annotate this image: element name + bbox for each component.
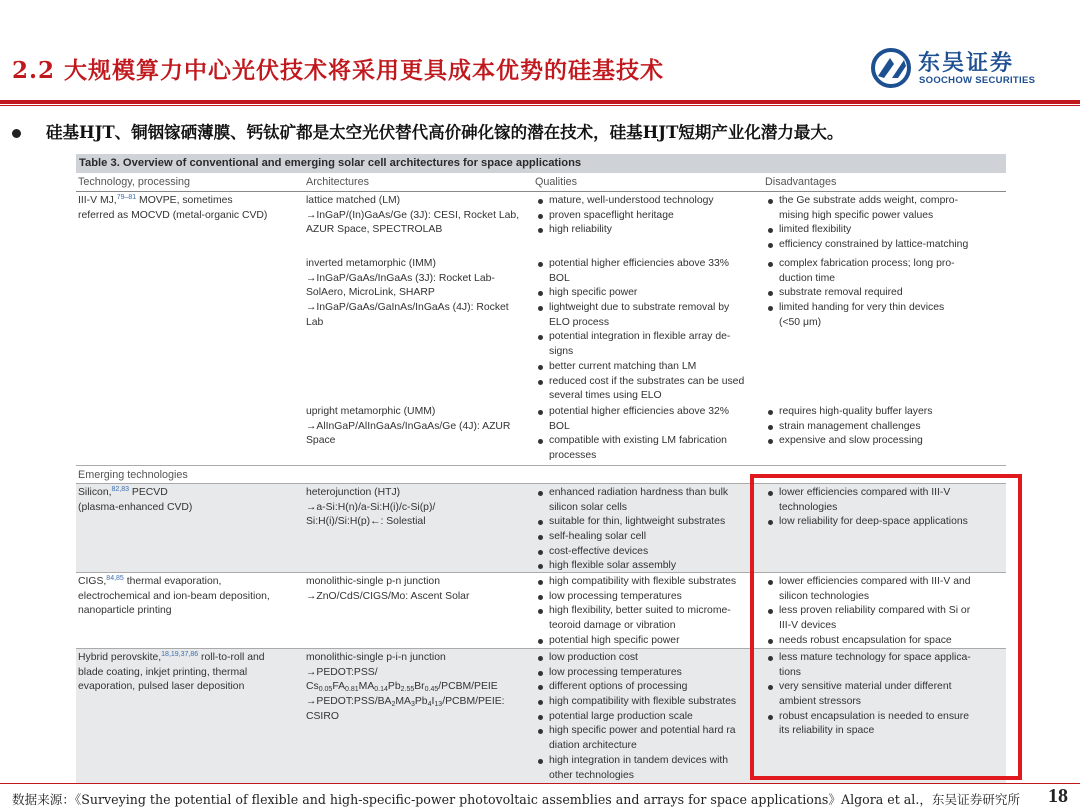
arch-inverted-metamorphic: inverted metamorphic (IMM) →InGaP/GaAs/InGaAs (3J): Rocket Lab- SolAero, MicroLink, SHARP →InGaP/GaAs/GaInAs/InGaAs (4J): Rocket Lab <box>306 258 509 328</box>
tech-silicon: Silicon,$^{82,83}$ PECVD (plasma-enhanced CVD) <box>78 486 193 513</box>
disadvantages-perovskite: less mature technology for space applica- tions very sensitive material under different ambient stressors robust encapsulation is needed to ensure its reliability in space <box>765 651 971 739</box>
perovskite-formula-2: $\to PEDOT:PSS/BA_2MA_3Pb_4I_{13}/PCBM$/PEIE: <box>306 696 505 709</box>
soochow-logo-icon <box>870 48 912 88</box>
qualities-perovskite: low production cost low processing temperatures different options of processing high compatibility with flexible substrates potential large production scale high specific power and potential hard ra diation architecture high integration in tandem devices with other technologies <box>535 651 736 783</box>
arch-heterojunction: heterojunction (HTJ) →a-Si:H(n)/a-Si:H(i)/c-Si(p)/ Si:H(i)/Si:H(p)←: Solestial <box>306 487 436 528</box>
company-logo <box>870 46 1040 90</box>
header-technology: Technology, processing <box>78 176 191 188</box>
table-caption: Table 3. Overview of conventional and emerging solar cell architectures for space applications <box>76 154 1006 173</box>
page-number: 18 <box>1048 785 1068 807</box>
qualities-cigs: high compatibility with flexible substrates low processing temperatures high flexibility, better suited to microme- teoroid damage or vibration potential high specific power <box>535 575 736 648</box>
arch-pn-junction: monolithic-single p-n junction →ZnO/CdS/CIGS/Mo: Ascent Solar <box>306 576 470 602</box>
logo-chinese-name: 东吴证券 <box>918 51 1015 76</box>
qualities-imm: potential higher efficiencies above 33% BOL high specific power lightweight due to substrate removal by ELO process potential integration in flexible array de- signs better current matching than LM reduced cost if the substrates can be used several times using ELO <box>535 257 744 404</box>
footer <box>0 783 1080 810</box>
qualities-lm: mature, well-understood technology proven spaceflight heritage high reliability <box>535 194 714 238</box>
tech-iii-v: III-V MJ,$^{79-81}$ MOVPE, sometimes referred as MOCVD (metal-organic CVD) <box>78 194 268 221</box>
header-divider <box>0 100 1080 104</box>
tech-perovskite: Hybrid perovskite,$^{18,19,37,86}$ roll-to-roll and blade coating, inkjet printing, thermal evaporation, pulsed laser deposition <box>78 651 265 693</box>
footer-divider <box>0 783 1080 784</box>
source-note: 数据来源：《Surveying the potential of flexible and high-specific-power photovoltaic assemblies and arrays for space applications》Algora et al.，东吴证券研究所 <box>12 792 1021 807</box>
qualities-umm: potential higher efficiencies above 32% BOL compatible with existing LM fabrication processes <box>535 405 729 464</box>
table-rule <box>76 465 1006 466</box>
table-rule <box>76 191 1006 192</box>
arch-lattice-matched: lattice matched (LM) →InGaP/(In)GaAs/Ge (3J): CESI, Rocket Lab, AZUR Space, SPECTROLAB <box>306 195 520 236</box>
disadvantages-umm: requires high-quality buffer layers strain management challenges expensive and slow processing <box>765 405 932 449</box>
disadvantages-silicon: lower efficiencies compared with III-V technologies low reliability for deep-space applications <box>765 486 968 530</box>
header-qualities: Qualities <box>535 176 578 188</box>
header-disadvantages: Disadvantages <box>765 176 837 188</box>
disadvantages-imm: complex fabrication process; long pro- duction time substrate removal required limited handing for very thin devices (<50 μm) <box>765 257 955 330</box>
emerging-disadvantages-highlight <box>750 474 1022 780</box>
section-emerging: Emerging technologies <box>78 469 188 481</box>
disadvantages-cigs: lower efficiencies compared with III-V and silicon technologies less proven reliability compared with Si or III-V devices needs robust encapsulation for space <box>765 575 971 648</box>
bullet-dot-icon <box>12 129 21 138</box>
arch-pin-junction: monolithic-single p-i-n junction →PEDOT:PSS/ $Cs_{0.05}FA_{0.81}MA_{0.14}Pb_{2.55}Br_{0.45}/PCBM$/PEIE $\to PEDOT:PSS/BA_2MA_3Pb_4I_{13}/PCBM$/PEIE: CSIRO <box>306 652 505 722</box>
page-title: 2.2 大规模算力中心光伏技术将采用更具成本优势的硅基技术 <box>12 57 665 84</box>
disadvantages-lm: the Ge substrate adds weight, compro- mising high specific power values limited flexibility efficiency constrained by lattice-matching <box>765 194 968 253</box>
tech-cigs: CIGS,$^{84,85}$ thermal evaporation, electrochemical and ion-beam deposition, nanoparticle printing <box>78 575 270 617</box>
arch-upright-metamorphic: upright metamorphic (UMM) →AlInGaP/AlInGaAs/InGaAs/Ge (4J): AZUR Space <box>306 406 511 447</box>
logo-english-name: SOOCHOW SECURITIES <box>919 75 1036 86</box>
qualities-silicon: enhanced radiation hardness than bulk silicon solar cells suitable for thin, lightweight substrates self-healing solar cell cost-effective devices high flexible solar assembly <box>535 486 728 574</box>
perovskite-formula-1: $Cs_{0.05}FA_{0.81}MA_{0.14}Pb_{2.55}Br_{0.45}/PCBM$/PEIE <box>306 681 498 694</box>
key-point: 硅基HJT、铜铟镓硒薄膜、钙钛矿都是太空光伏替代高价砷化镓的潜在技术，硅基HJT短期产业化潜力最大。 <box>46 123 844 142</box>
header-divider-thin <box>0 105 1080 106</box>
header-architectures: Architectures <box>306 176 370 188</box>
